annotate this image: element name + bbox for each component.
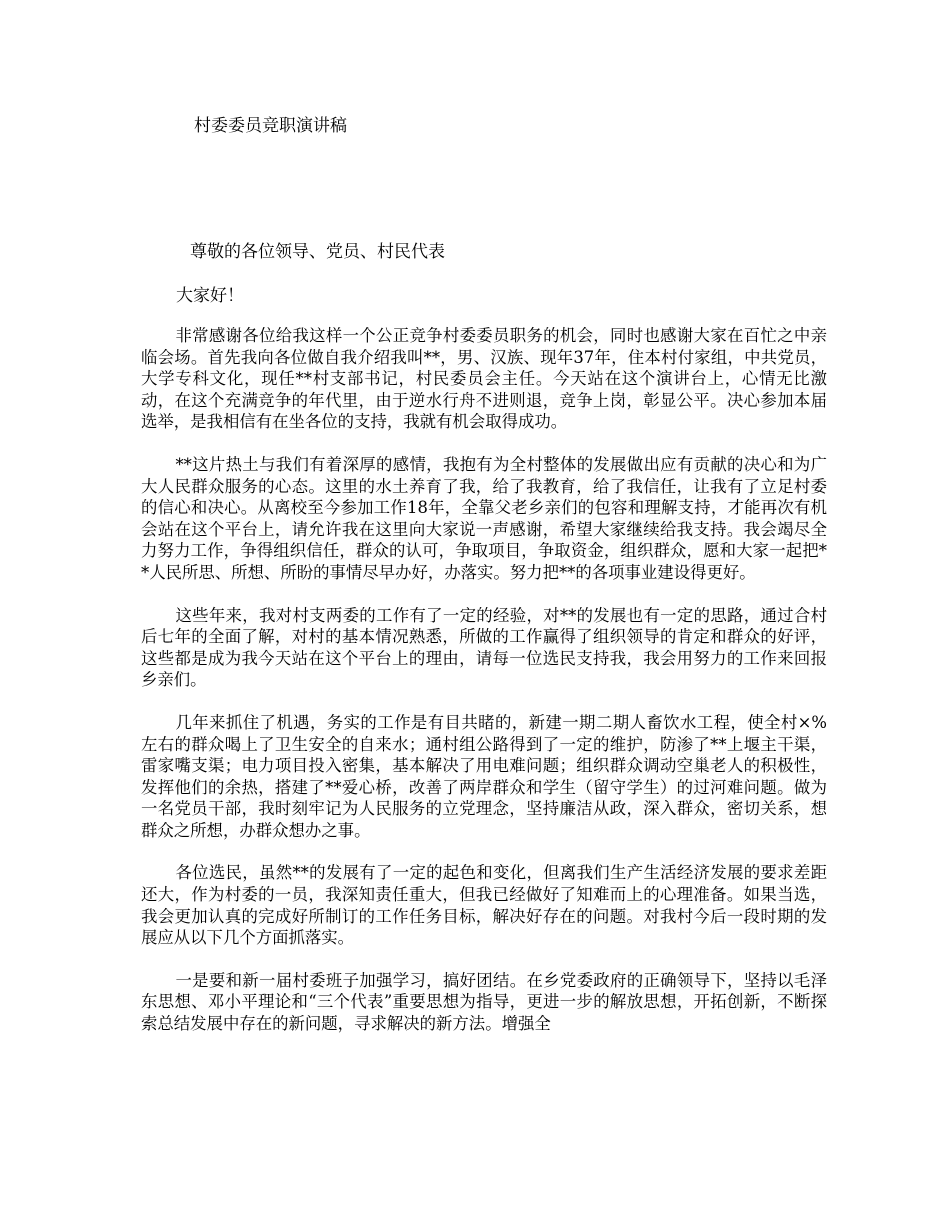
greeting: 大家好！ [176,286,244,306]
paragraph-commitment: **这片热土与我们有着深厚的感情，我抱有为全村整体的发展做出应有贡献的决心和为广大人民群众服务的心态。这里的水土养育了我，给了我教育，给了我信任，让我有了立足村委的信心和决心。从离校至今参加工作18年，全靠父老乡亲们的包容和理解支持，才能再次有机会站在这个平台上，请允许我在这里向大家说一声感谢，希望大家继续给我支持。我会竭尽全力努力工作，争得组织信任，群众的认可，争取项目，争取资金，组织群众，愿和大家一起把**人民所思、所想、所盼的事情尽早办好，办落实。努力把**的各项事业建设得更好。 [141,454,827,582]
salutation: 尊敬的各位领导、党员、村民代表 [190,242,445,262]
paragraph-achievements: 几年来抓住了机遇，务实的工作是有目共睹的，新建一期二期人畜饮水工程，使全村×%左右的群众喝上了卫生安全的自来水；通村组公路得到了一定的维护，防渗了**上堰主干渠，雷家嘴支渠；电力项目投入密集，基本解决了用电难问题；组织群众调动空巢老人的积极性，发挥他们的余热，搭建了**爱心桥，改善了两岸群众和学生（留守学生）的过河难问题。做为一名党员干部，我时刻牢记为人民服务的立党理念，坚持廉洁从政，深入群众，密切关系，想群众之所想，办群众想办之事。 [141,712,827,840]
speech-body [141,325,827,1056]
paragraph-challenges: 各位选民，虽然**的发展有了一定的起色和变化，但离我们生产生活经济发展的要求差距还大，作为村委的一员，我深知责任重大，但我已经做好了知难而上的心理准备。如果当选，我会更加认真的完成好所制订的工作任务目标，解决好存在的问题。对我村今后一段时期的发展应从以下几个方面抓落实。 [141,863,827,948]
paragraph-experience: 这些年来，我对村支两委的工作有了一定的经验，对**的发展也有一定的思路，通过合村后七年的全面了解，对村的基本情况熟悉，所做的工作赢得了组织领导的肯定和群众的好评，这些都是成为我今天站在这个平台上的理由，请每一位选民支持我，我会用努力的工作来回报乡亲们。 [141,605,827,690]
paragraph-plan-one: 一是要和新一届村委班子加强学习，搞好团结。在乡党委政府的正确领导下，坚持以毛泽东思想、邓小平理论和“三个代表”重要思想为指导，更进一步的解放思想，开拓创新，不断探索总结发展中存在的新问题，寻求解决的新方法。增强全 [141,970,827,1034]
document-title: 村委委员竞职演讲稿 [194,116,347,136]
paragraph-introduction: 非常感谢各位给我这样一个公正竞争村委委员职务的机会，同时也感谢大家在百忙之中亲临会场。首先我向各位做自我介绍我叫**，男、汉族、现年37年，住本村付家组，中共党员，大学专科文化，现任**村支部书记，村民委员会主任。今天站在这个演讲台上，心情无比激动，在这个充满竞争的年代里，由于逆水行舟不进则退，竞争上岗，彰显公平。决心参加本届选举，是我相信有在坐各位的支持，我就有机会取得成功。 [141,326,827,432]
